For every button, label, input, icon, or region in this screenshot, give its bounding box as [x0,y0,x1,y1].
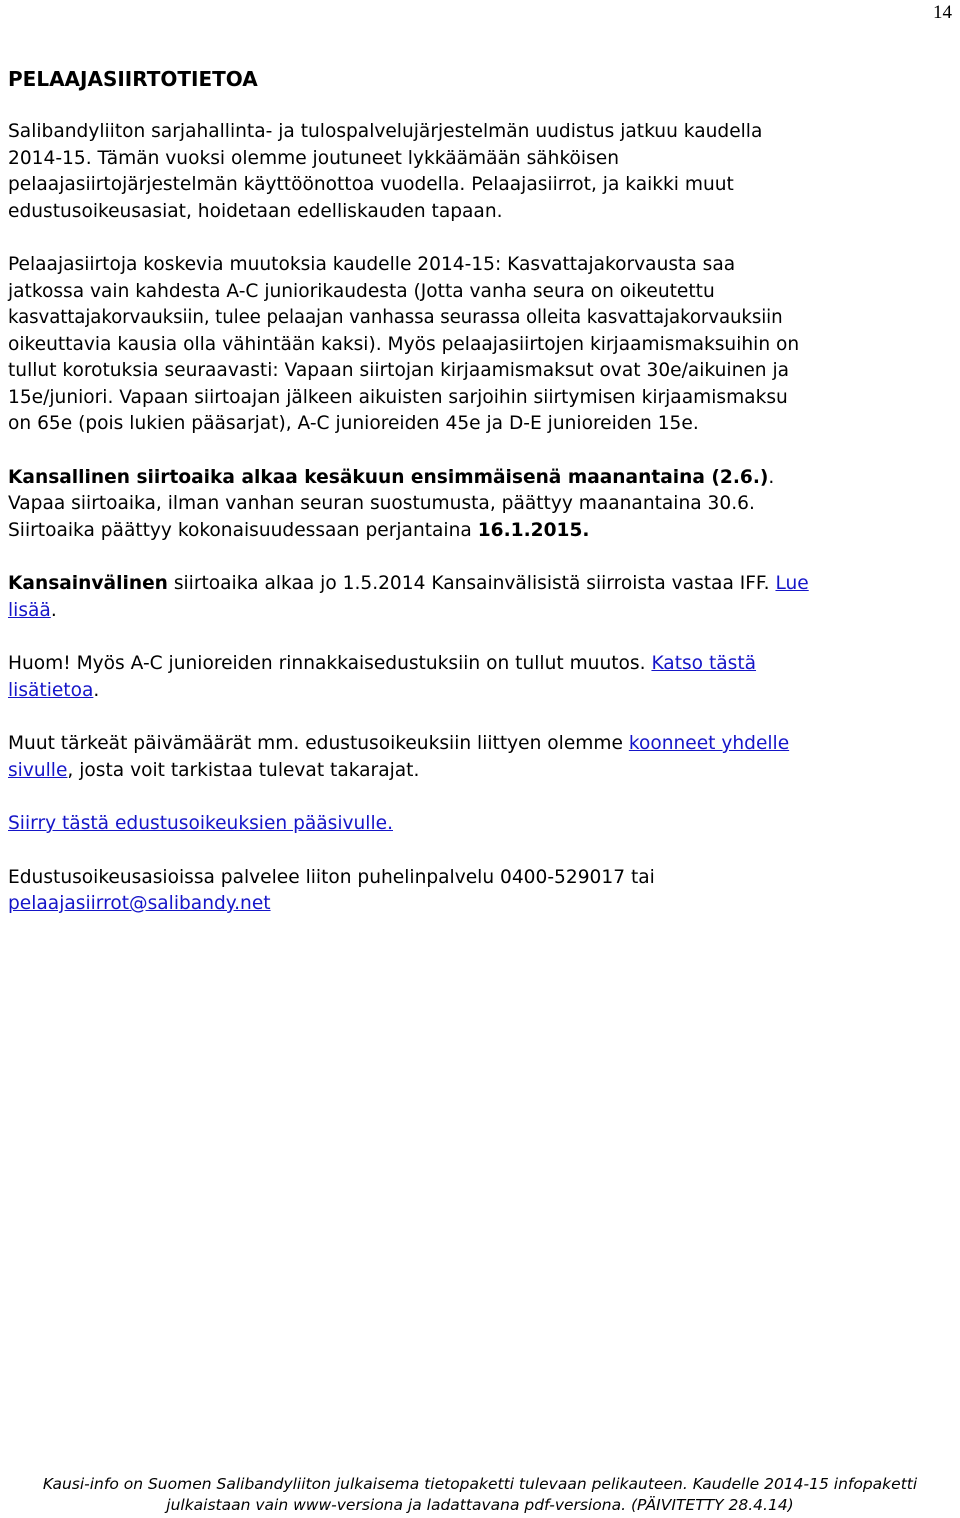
footer-line: Kausi-info on Suomen Salibandyliiton julkaisema tietopaketti tulevaan pelikauteen. Kaudelle 2014-15 infopaketti [42,1475,918,1493]
international-label: Kansainvälinen [8,573,168,594]
intro-line: 2014-15. Tämän vuoksi olemme joutuneet lykkäämään sähköisen [8,147,619,169]
contact-line [8,891,958,918]
huom-text: Huom! Myös A-C junioreiden rinnakkaisedustuksiin on tullut muutos. [8,653,652,674]
intro-paragraph [8,119,958,225]
huom-line [8,678,958,705]
national-heading-line [8,465,958,492]
dates-line [8,731,958,758]
email-link[interactable]: pelaajasiirrot@salibandy.net [8,893,271,914]
national-heading-end: . [768,466,775,488]
page-footer [0,1474,960,1516]
dates-after: , josta voit tarkistaa tulevat takarajat. [67,759,420,781]
changes-line: jatkossa vain kahdesta A-C juniorikaudesta (Jotta vanha seura on oikeutettu [8,280,715,302]
national-transfer-paragraph [8,465,958,545]
read-more-link[interactable]: lisää [8,599,51,621]
changes-paragraph [8,252,958,438]
more-info-link[interactable]: lisätietoa [8,679,94,701]
transfer-end-line [8,518,958,545]
changes-line: Pelaajasiirtoja koskevia muutoksia kaudelle 2014-15: Kasvattajakorvausta saa [8,254,736,275]
dates-text: Muut tärkeät päivämäärät mm. edustusoikeuksiin liittyen olemme [8,733,629,754]
changes-line: kasvattajakorvauksiin, tulee pelaajan vanhassa seurassa olleita kasvattajakorvauksiin [8,307,783,328]
dates-paragraph [8,731,958,784]
intro-line: pelaajasiirtojärjestelmän käyttöönottoa vuodella. Pelaajasiirrot, ja kaikki muut [8,174,734,195]
international-line [8,571,958,598]
transfer-end-text: Siirtoaika päättyy kokonaisuudessaan perjantaina [8,519,478,541]
changes-line: on 65e (pois lukien pääsarjat), A-C junioreiden 45e ja D-E junioreiden 15e. [8,413,699,434]
period: . [50,599,57,621]
footer-line: julkaistaan vain www-versiona ja ladattavana pdf-versiona. (PÄIVITETTY 28.4.14) [166,1496,794,1514]
deadlines-link[interactable]: koonneet yhdelle [628,733,790,754]
huom-paragraph [8,651,958,704]
period: . [93,679,100,701]
free-transfer-line: Vapaa siirtoaika, ilman vanhan seuran suostumusta, päättyy maanantaina 30.6. [8,493,755,514]
changes-line: 15e/juniori. Vapaan siirtoajan jälkeen aikuisten sarjoihin siirtymisen kirjaamismaksu [8,386,788,408]
contact-paragraph [8,865,958,918]
more-info-link[interactable]: Katso tästä [651,653,757,674]
deadlines-link[interactable]: sivulle [8,759,68,781]
international-text: siirtoaika alkaa jo 1.5.2014 Kansainvälisistä siirroista vastaa IFF. [167,573,776,594]
contact-line: Edustusoikeusasioissa palvelee liiton puhelinpalvelu 0400-529017 tai [8,866,655,888]
page-number: 14 [933,2,952,23]
international-paragraph [8,571,958,624]
main-page-paragraph [8,811,958,838]
read-more-link[interactable]: Lue [775,573,809,594]
changes-line: oikeuttavia kausia olla vähintään kaksi). Myös pelaajasiirtojen kirjaamismaksuihin on [8,333,800,355]
national-heading: Kansallinen siirtoaika alkaa kesäkuun ensimmäisenä maanantaina (2.6.) [8,466,769,488]
document-body [8,66,958,945]
intro-line: Salibandyliiton sarjahallinta- ja tulospalvelujärjestelmän uudistus jatkuu kaudella [8,121,763,142]
main-page-link[interactable]: Siirry tästä edustusoikeuksien pääsivulle. [8,813,393,834]
dates-line [8,758,958,785]
intro-line: edustusoikeusasiat, hoidetaan edelliskauden tapaan. [8,200,503,222]
transfer-end-date: 16.1.2015. [477,519,590,541]
international-line [8,598,958,625]
page-title: PELAAJASIIRTOTIETOA [8,67,258,91]
changes-line: tullut korotuksia seuraavasti: Vapaan siirtojan kirjaamismaksut ovat 30e/aikuinen ja [8,360,790,381]
huom-line [8,651,958,678]
